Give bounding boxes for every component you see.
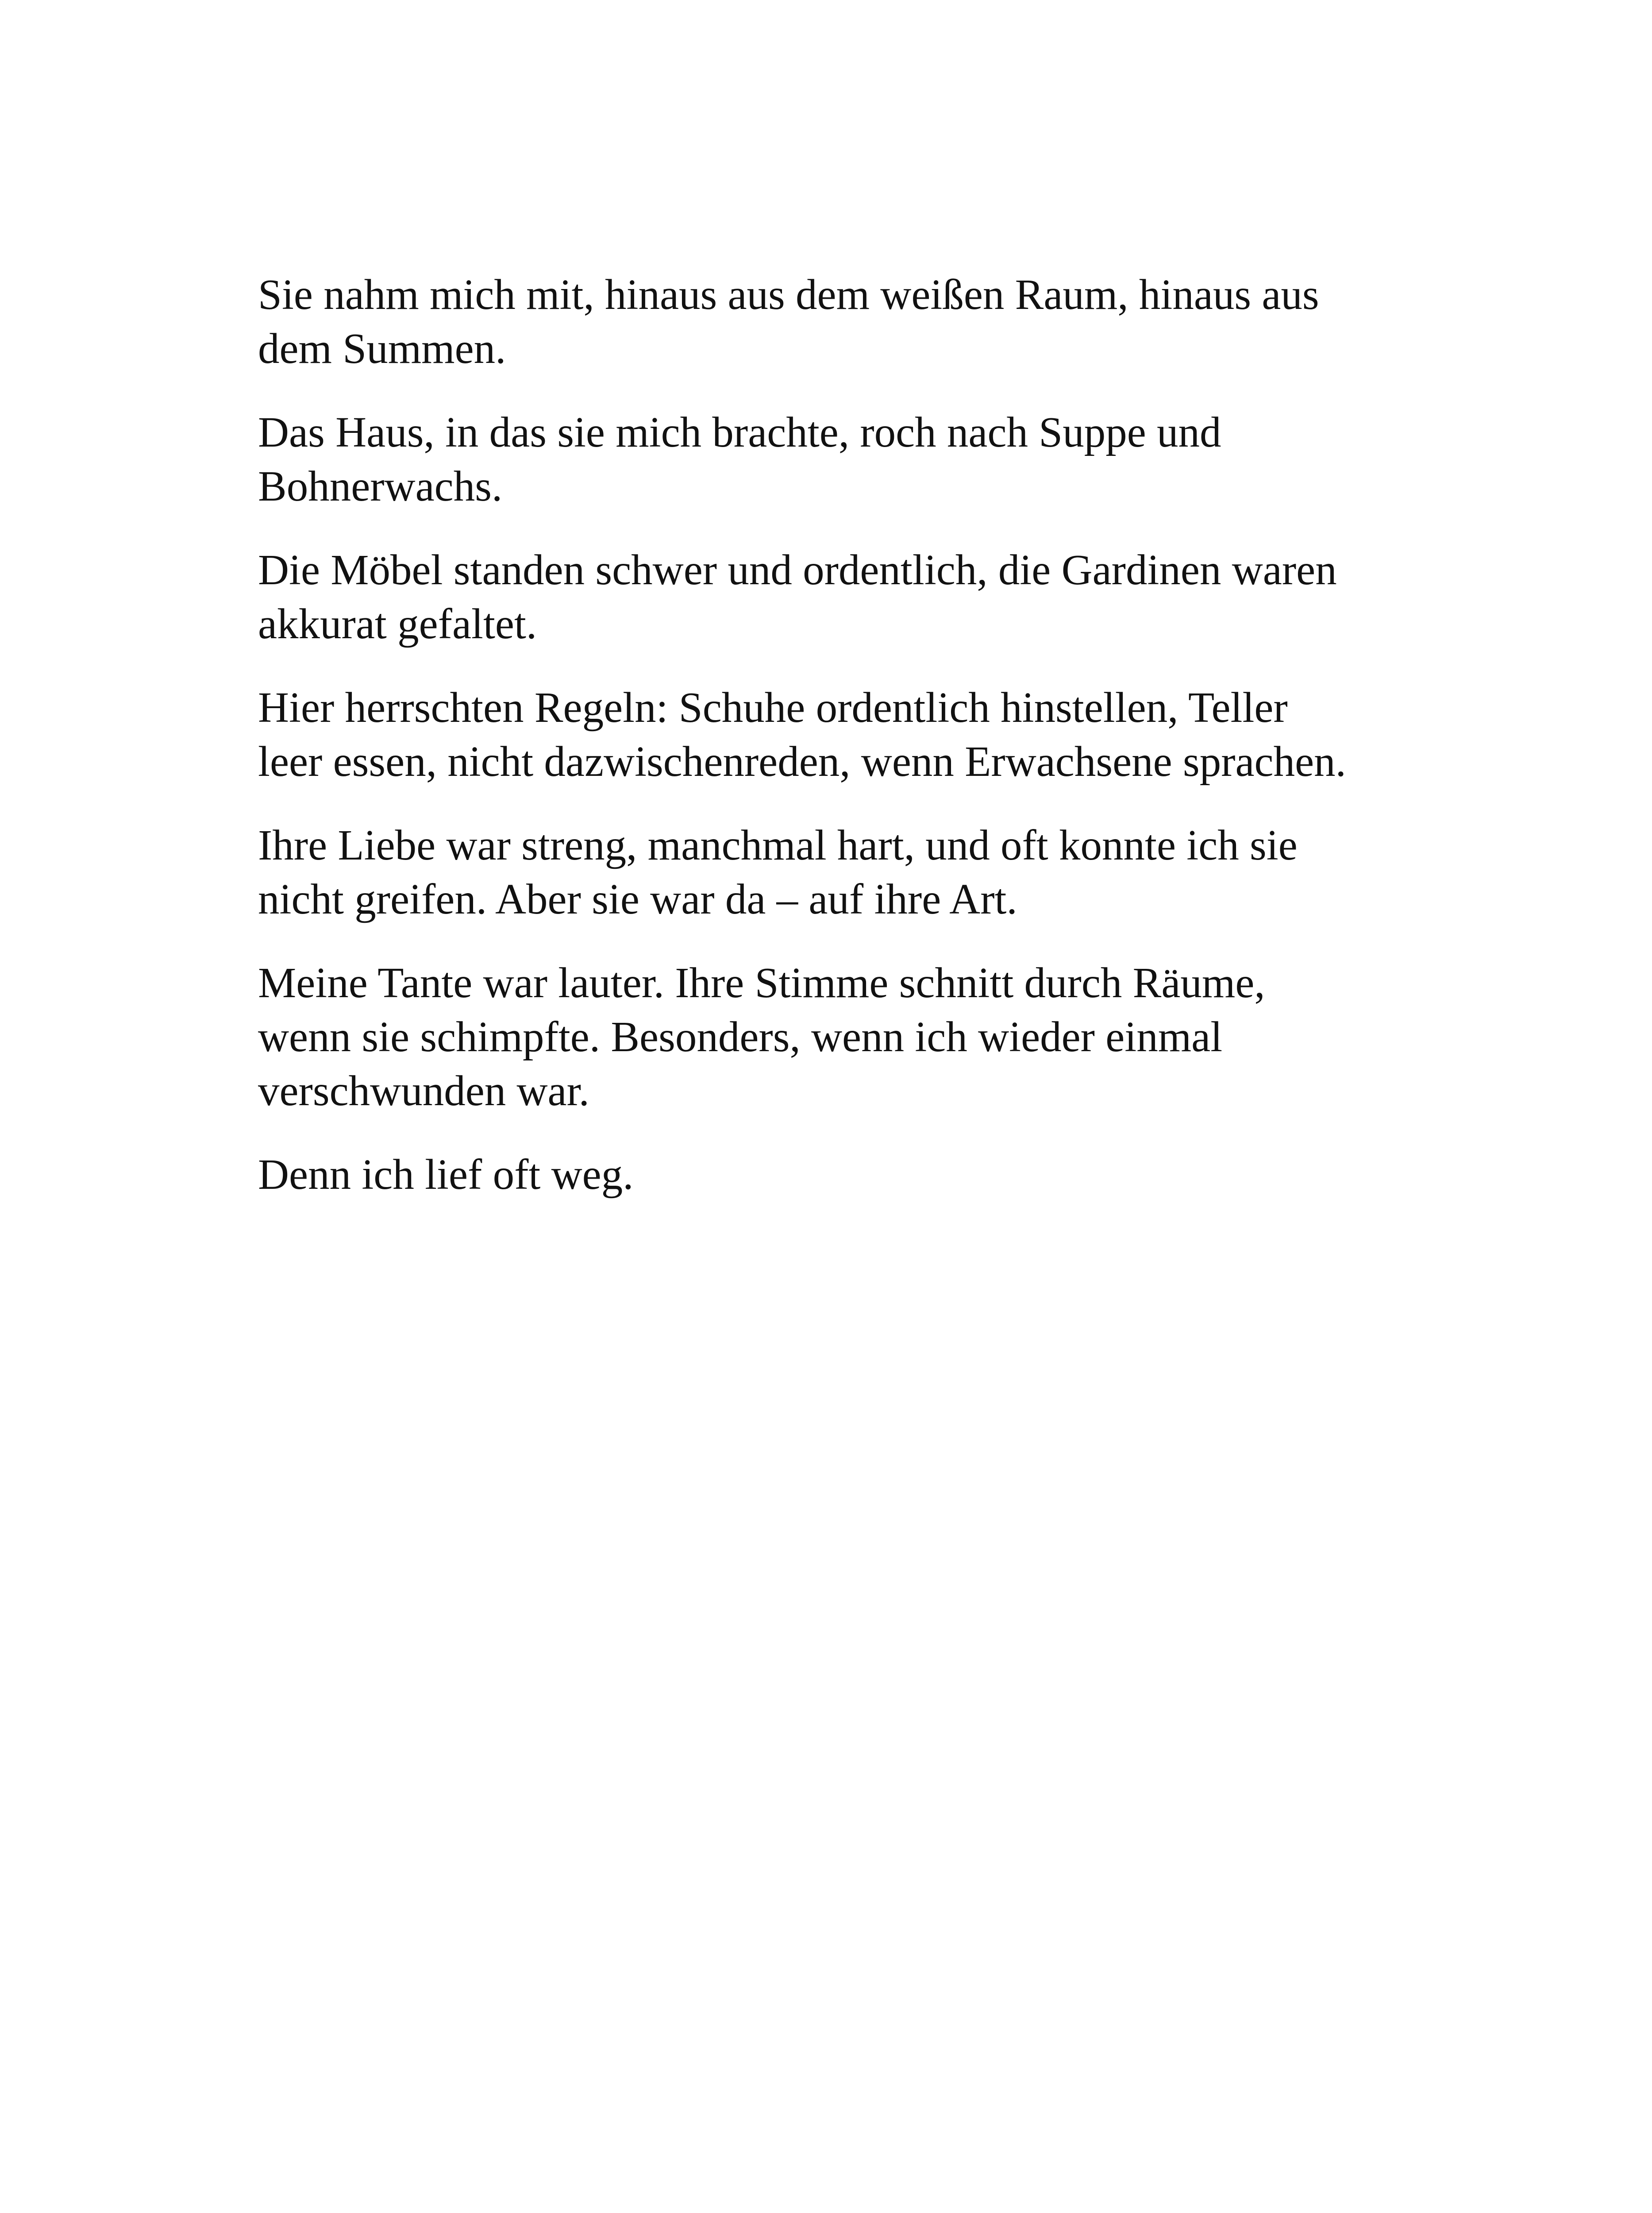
text-line: Bohnerwachs.	[258, 463, 503, 510]
paragraph-4	[258, 681, 1391, 789]
text-line: verschwunden war.	[258, 1067, 589, 1114]
text-line: leer essen, nicht dazwischenreden, wenn Erwachsene sprachen.	[258, 738, 1346, 785]
text-line: dem Summen.	[258, 325, 506, 372]
paragraph-7	[258, 1148, 1391, 1202]
text-line: akkurat gefaltet.	[258, 600, 537, 648]
paragraph-5	[258, 818, 1391, 926]
text-line: Meine Tante war lauter. Ihre Stimme schnitt durch Räume,	[258, 959, 1265, 1006]
text-line: Denn ich lief oft weg.	[258, 1151, 634, 1198]
text-line: Ihre Liebe war streng, manchmal hart, und oft konnte ich sie	[258, 821, 1298, 869]
text-line: Das Haus, in das sie mich brachte, roch nach Suppe und	[258, 409, 1221, 456]
paragraph-1	[258, 268, 1391, 376]
paragraph-6	[258, 956, 1391, 1118]
text-line: wenn sie schimpfte. Besonders, wenn ich wieder einmal	[258, 1013, 1223, 1060]
paragraph-3	[258, 543, 1391, 651]
paragraph-2	[258, 405, 1391, 513]
body-text	[258, 268, 1391, 1231]
text-line: nicht greifen. Aber sie war da – auf ihre Art.	[258, 875, 1017, 923]
text-line: Die Möbel standen schwer und ordentlich, die Gardinen waren	[258, 546, 1337, 594]
text-line: Hier herrschten Regeln: Schuhe ordentlich hinstellen, Teller	[258, 684, 1288, 731]
text-line: Sie nahm mich mit, hinaus aus dem weißen Raum, hinaus aus	[258, 271, 1319, 318]
